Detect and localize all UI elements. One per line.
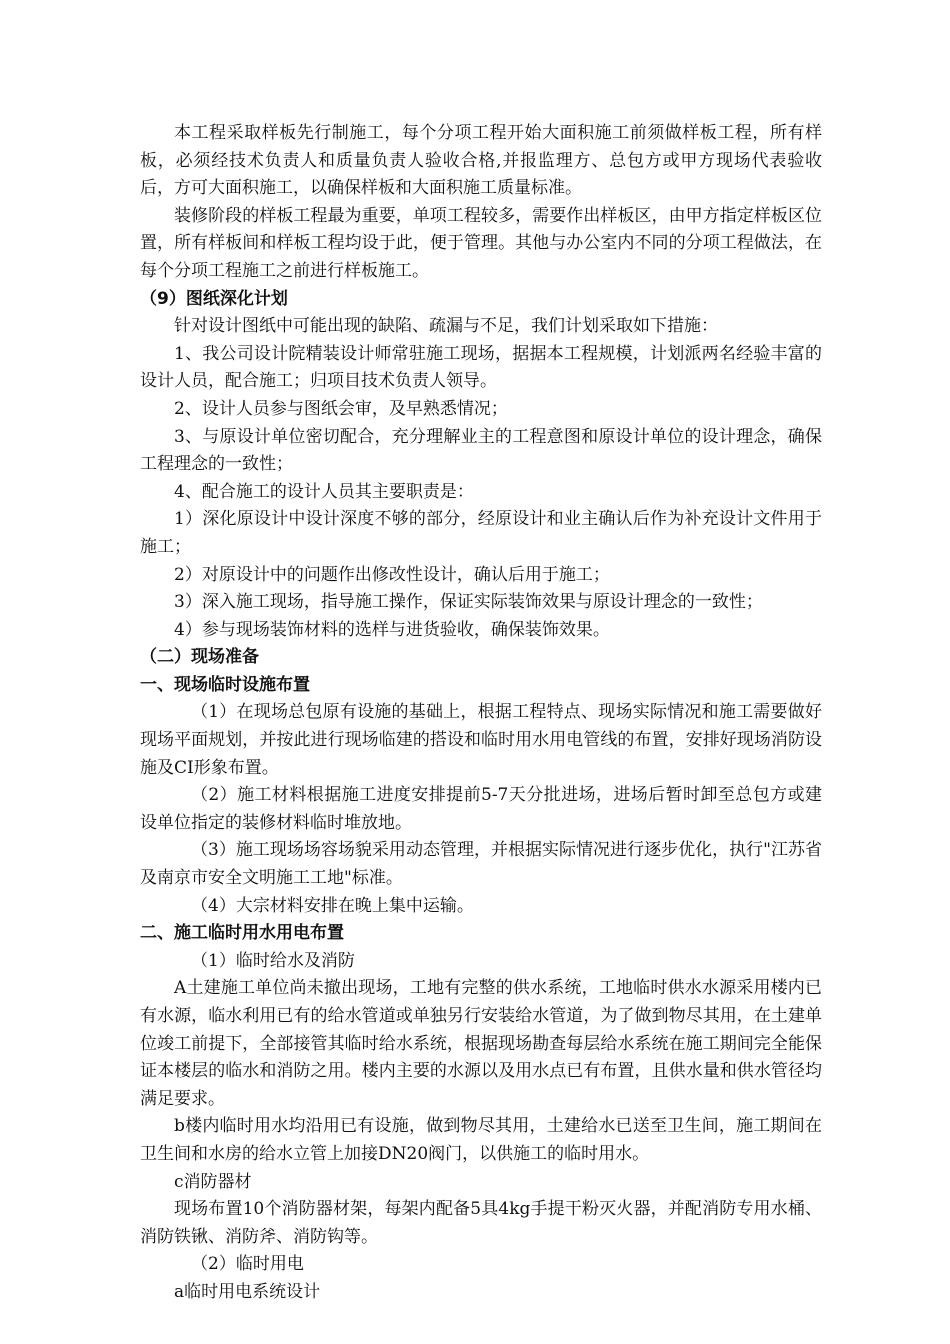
sub-item-2: 2）对原设计中的问题作出修改性设计，确认后用于施工；	[174, 564, 610, 585]
facility-item-3: （3）施工现场场容场貌采用动态管理，并根据实际情况进行逐步优化，执行"江苏省及南京市安全文明施工工地"标准。	[140, 840, 822, 889]
facility-item-4: （4）大宗材料安排在晚上集中运输。	[191, 895, 474, 916]
heading-site-preparation: （二）现场准备	[140, 647, 259, 668]
facility-item-1: （1）在现场总包原有设施的基础上，根据工程特点、现场实际情况和施工需要做好现场平面规划，并按此进行现场临建的搭设和临时用水用电管线的布置，安排好现场消防设施及CI形象布置。	[140, 702, 822, 778]
paragraph-sample-construction: 本工程采取样板先行制施工，每个分项工程开始大面积施工前须做样板工程，所有样板，必须经技术负责人和质量负责人验收合格,并报监理方、总包方或甲方现场代表验收后，方可大面积施工，以确保样板和大面积施工质量标准。	[140, 123, 822, 199]
paragraph-measures-intro: 针对设计图纸中可能出现的缺陷、疏漏与不足，我们计划采取如下措施：	[174, 316, 718, 337]
subheading-water-fire: （1）临时给水及消防	[191, 950, 355, 971]
sub-item-4: 4）参与现场装饰材料的选样与进货验收，确保装饰效果。	[174, 619, 610, 640]
paragraph-fire-equipment: 现场布置10个消防器材架，每架内配备5具4kg手提干粉灭火器，并配消防专用水桶、消防铁锹、消防斧、消防钩等。	[140, 1199, 822, 1247]
paragraph-water-supply-a: A土建施工单位尚未撤出现场，工地有完整的供水系统，工地临时供水水源采用楼内已有水源，临水利用已有的给水管道或单独另行安装给水管道，为了做到物尽其用，在土建单位竣工前提下，全部接管其临时给水系统，根据现场勘查每层给水系统在施工期间完全能保证本楼层的临水和消防之用。楼内主要的水源以及用水点已有布置，且供水量和供水管径均满足要求。	[140, 978, 822, 1109]
list-item-1: 1、我公司设计院精装设计师常驻施工现场，据据本工程规模，计划派两名经验丰富的设计人员，配合施工；归项目技术负责人领导。	[140, 343, 822, 392]
list-item-2: 2、设计人员参与图纸会审，及早熟悉情况；	[174, 398, 508, 419]
sub-item-1: 1）深化原设计中设计深度不够的部分，经原设计和业主确认后作为补充设计文件用于施工；	[140, 509, 822, 557]
list-item-3: 3、与原设计单位密切配合，充分理解业主的工程意图和原设计单位的设计理念，确保工程理念的一致性；	[140, 426, 822, 475]
paragraph-water-supply-b: b楼内临时用水均沿用已有设施，做到物尽其用，土建给水已送至卫生间，施工期间在卫生间和水房的给水立管上加接DN20阀门，以供施工的临时用水。	[140, 1116, 822, 1164]
paragraph-decoration-sample: 装修阶段的样板工程最为重要，单项工程较多，需要作出样板区，由甲方指定样板区位置，所有样板间和样板工程均设于此，便于管理。其他与办公室内不同的分项工程做法，在每个分项工程施工之前进行样板施工。	[140, 205, 822, 281]
list-item-4: 4、配合施工的设计人员其主要职责是：	[174, 481, 474, 502]
heading-water-electricity: 二、施工临时用水用电布置	[140, 923, 344, 944]
document-page	[140, 120, 822, 1307]
facility-item-2: （2）施工材料根据施工进度安排提前5-7天分批进场，进场后暂时卸至总包方或建设单位指定的装修材料临时堆放地。	[140, 785, 822, 833]
sub-item-3: 3）深入施工现场，指导施工操作，保证实际装饰效果与原设计理念的一致性；	[174, 592, 763, 613]
subheading-power-design: a临时用电系统设计	[174, 1281, 321, 1302]
subheading-fire-equipment: c消防器材	[174, 1171, 252, 1192]
heading-drawing-plan: （9）图纸深化计划	[140, 288, 288, 309]
heading-temporary-facilities: 一、现场临时设施布置	[140, 674, 310, 695]
subheading-temporary-power: （2）临时用电	[191, 1254, 304, 1275]
